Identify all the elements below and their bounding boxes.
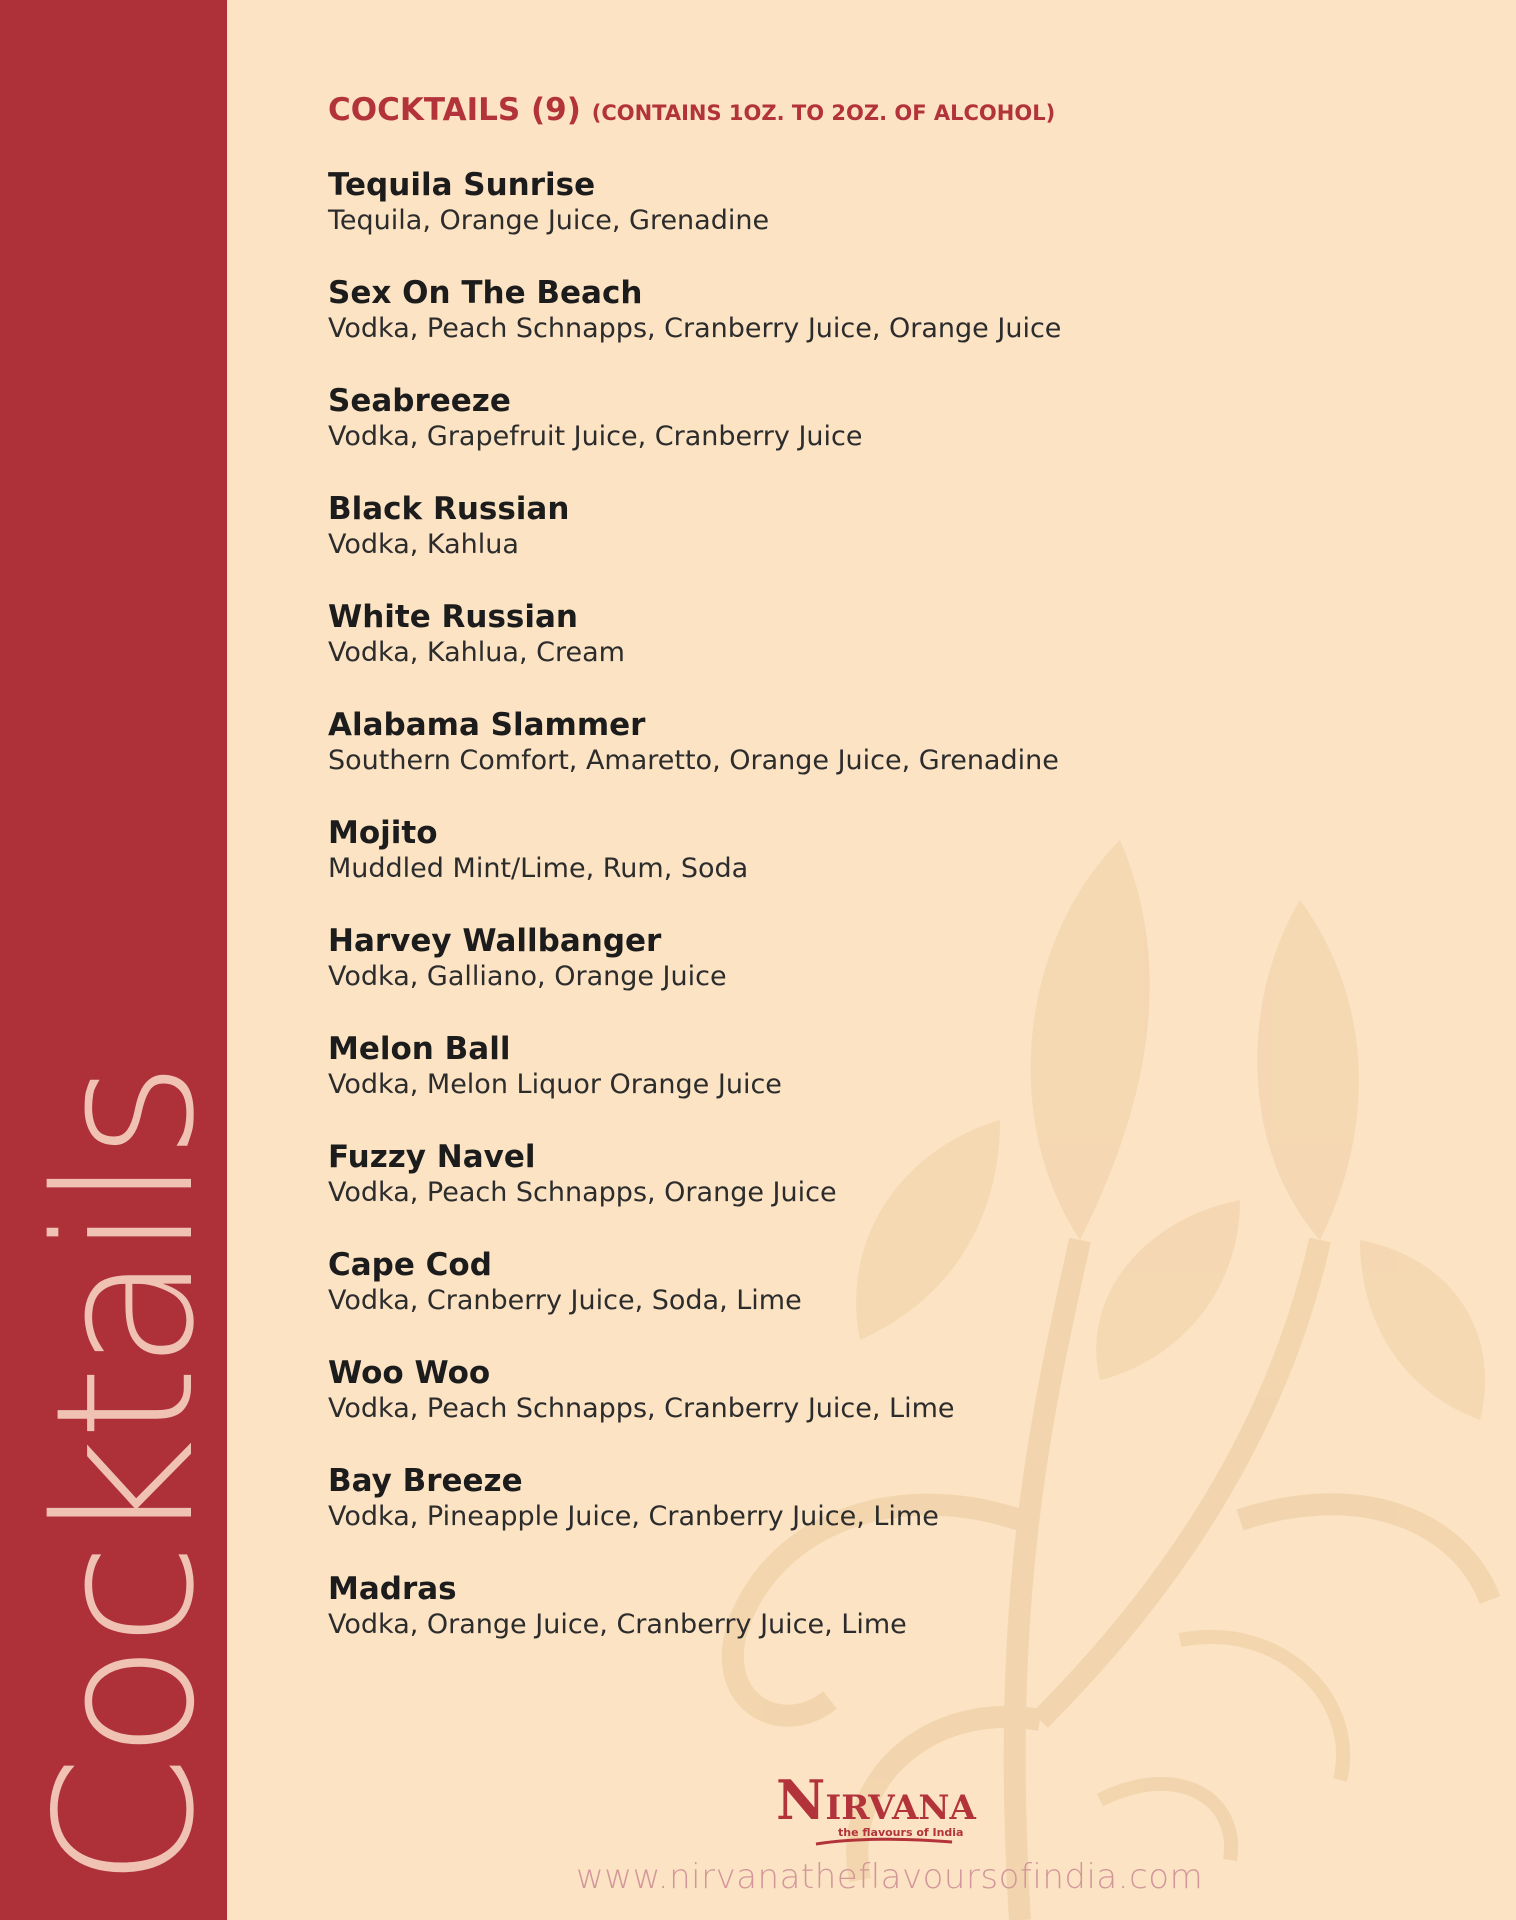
- menu-item: [328, 1354, 1478, 1462]
- item-name: Fuzzy Navel: [328, 1139, 536, 1175]
- item-name: Harvey Wallbanger: [328, 923, 662, 959]
- menu-item: [328, 382, 1478, 490]
- item-ingredients: Tequila, Orange Juice, Grenadine: [328, 205, 770, 236]
- logo-initial: N: [776, 1768, 826, 1832]
- item-ingredients: Vodka, Peach Schnapps, Orange Juice: [328, 1177, 837, 1208]
- menu-item: [328, 598, 1478, 706]
- item-ingredients: Vodka, Grapefruit Juice, Cranberry Juice: [328, 421, 863, 452]
- menu-item: [328, 274, 1478, 382]
- item-name: Sex On The Beach: [328, 275, 643, 311]
- menu-item: [328, 1138, 1478, 1246]
- item-ingredients: Vodka, Galliano, Orange Juice: [328, 961, 727, 992]
- menu-item: [328, 922, 1478, 1030]
- item-ingredients: Vodka, Melon Liquor Orange Juice: [328, 1069, 782, 1100]
- item-ingredients: Vodka, Kahlua, Cream: [328, 637, 625, 668]
- menu-item: [328, 706, 1478, 814]
- section-title: COCKTAILS (9): [328, 92, 581, 128]
- footer-website: www.nirvanatheflavoursofindia.com: [576, 1857, 1204, 1897]
- item-name: Tequila Sunrise: [328, 167, 596, 203]
- item-ingredients: Vodka, Peach Schnapps, Cranberry Juice, Orange Juice: [328, 313, 1062, 344]
- menu-item: [328, 1570, 1478, 1678]
- section-heading: [328, 92, 1478, 128]
- item-name: Mojito: [328, 815, 438, 851]
- item-name: Black Russian: [328, 491, 570, 527]
- item-name: Alabama Slammer: [328, 707, 646, 743]
- item-name: Woo Woo: [328, 1355, 491, 1391]
- item-name: Bay Breeze: [328, 1463, 523, 1499]
- item-name: Madras: [328, 1571, 457, 1607]
- menu-item: [328, 166, 1478, 274]
- logo-tagline: the flavours of India: [838, 1826, 964, 1839]
- menu-item: [328, 814, 1478, 922]
- item-ingredients: Vodka, Orange Juice, Cranberry Juice, Lime: [328, 1609, 907, 1640]
- item-name: Melon Ball: [328, 1031, 511, 1067]
- item-ingredients: Vodka, Kahlua: [328, 529, 519, 560]
- item-name: Cape Cod: [328, 1247, 492, 1283]
- item-ingredients: Vodka, Peach Schnapps, Cranberry Juice, Lime: [328, 1393, 955, 1424]
- menu-item: [328, 490, 1478, 598]
- logo-wordmark: [776, 1768, 976, 1832]
- section-subtitle: (CONTAINS 1OZ. TO 2OZ. OF ALCOHOL): [591, 101, 1056, 125]
- menu-item: [328, 1246, 1478, 1354]
- item-ingredients: Southern Comfort, Amaretto, Orange Juice, Grenadine: [328, 745, 1059, 776]
- nirvana-logo: [776, 1768, 976, 1848]
- item-ingredients: Muddled Mint/Lime, Rum, Soda: [328, 853, 749, 884]
- item-name: White Russian: [328, 599, 578, 635]
- item-ingredients: Vodka, Cranberry Juice, Soda, Lime: [328, 1285, 802, 1316]
- item-ingredients: Vodka, Pineapple Juice, Cranberry Juice, Lime: [328, 1501, 939, 1532]
- logo-swoosh-icon: [814, 1834, 954, 1848]
- sidebar-band: [0, 0, 236, 1920]
- sidebar-title: Cocktails: [15, 1065, 236, 1888]
- menu-item: [328, 1462, 1478, 1570]
- menu-item: [328, 1030, 1478, 1138]
- menu-content: [328, 92, 1478, 1678]
- logo-rest: IRVANA: [825, 1788, 976, 1828]
- item-name: Seabreeze: [328, 383, 511, 419]
